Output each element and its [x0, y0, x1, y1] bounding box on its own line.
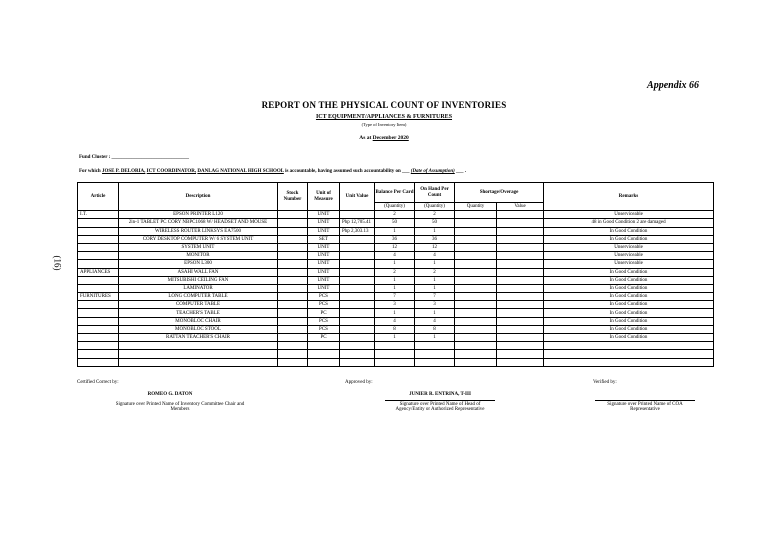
cell-article: [78, 358, 119, 366]
verified-caption: Signature over Printed Name of COA Representative: [595, 400, 695, 412]
cell-article: [78, 243, 119, 251]
cell-unit: [308, 350, 340, 358]
cell-balance: 4: [375, 317, 415, 325]
table-row: [78, 317, 714, 325]
cell-balance: [375, 342, 415, 350]
cell-unit: PC: [308, 309, 340, 317]
as-at-date: December 2020: [372, 135, 409, 141]
cell-description: CORY DESKTOP COMPUTER W/ 6 SYSTEM UNIT: [119, 235, 278, 243]
table-row: [78, 260, 714, 268]
cell-description: EPSON PRINTER L120: [119, 211, 278, 219]
approved-caption: Signature over Printed Name of Head of Agency/Entity or Authorized Representative: [385, 400, 495, 412]
cell-unit: [308, 342, 340, 350]
cell-unit-value: [340, 284, 375, 292]
cell-unit-value: [340, 334, 375, 342]
cell-remarks: In Good Condition: [544, 268, 714, 276]
inventory-type: ICT EQUIPMENT/APPLIANCES & FURNITURES: [315, 114, 453, 120]
cell-stock-number: [278, 293, 308, 301]
cell-shortage-quantity: [455, 317, 497, 325]
cell-unit: UNIT: [308, 243, 340, 251]
cell-stock-number: [278, 268, 308, 276]
cell-shortage-quantity: [455, 309, 497, 317]
table-row: [78, 309, 714, 317]
cell-balance: 1: [375, 309, 415, 317]
cell-article: [78, 350, 119, 358]
cell-description: WIRELESS ROUTER LINKSYS EA7500: [119, 227, 278, 235]
acct-suffix: ___ .: [456, 169, 467, 174]
certified-name: ROMEO G. DATON: [147, 392, 193, 397]
cell-description: LONG COMPUTER TABLE: [119, 293, 278, 301]
cell-shortage-value: [497, 284, 544, 292]
cell-remarks: In Good Condition: [544, 317, 714, 325]
cell-unit: SET: [308, 235, 340, 243]
cell-shortage-quantity: [455, 301, 497, 309]
cell-article: [78, 235, 119, 243]
cell-shortage-quantity: [455, 284, 497, 292]
cell-onhand: [415, 350, 455, 358]
cell-unit: PCS: [308, 325, 340, 333]
cell-balance: 4: [375, 252, 415, 260]
header-onhand-quantity: (Quantity): [415, 203, 455, 211]
cell-stock-number: [278, 243, 308, 251]
cell-stock-number: [278, 211, 308, 219]
cell-onhand: 4: [415, 252, 455, 260]
cell-unit: PCS: [308, 293, 340, 301]
cell-unit-value: [340, 235, 375, 243]
acct-position: ICT COORDINATOR,: [146, 169, 197, 174]
cell-onhand: 12: [415, 243, 455, 251]
cell-article: FURNITURES: [78, 293, 119, 301]
as-at-line: [0, 135, 768, 141]
cell-shortage-quantity: [455, 252, 497, 260]
cell-description: 2in-1 TABLET PC CORY NBPC1068 W/ HEADSET AND MOUSE: [119, 219, 278, 227]
cell-description: MONOBLOC CHAIR: [119, 317, 278, 325]
cell-description: MONOBLOC STOOL: [119, 325, 278, 333]
cell-stock-number: [278, 325, 308, 333]
cell-remarks: Unserviceable: [544, 260, 714, 268]
cell-remarks: In Good Condition: [544, 325, 714, 333]
inventory-table: [77, 182, 714, 367]
table-row: [78, 284, 714, 292]
cell-shortage-quantity: [455, 276, 497, 284]
cell-shortage-value: [497, 334, 544, 342]
cell-balance: 1: [375, 260, 415, 268]
cell-stock-number: [278, 309, 308, 317]
cell-remarks: 48 in Good Condition 2 are damaged: [544, 219, 714, 227]
cell-unit: UNIT: [308, 260, 340, 268]
cell-onhand: 4: [415, 317, 455, 325]
cell-onhand: 1: [415, 276, 455, 284]
cell-remarks: In Good Condition: [544, 301, 714, 309]
cell-onhand: 3: [415, 301, 455, 309]
cell-balance: 12: [375, 243, 415, 251]
cell-shortage-quantity: [455, 227, 497, 235]
cell-balance: 8: [375, 325, 415, 333]
cell-onhand: 36: [415, 235, 455, 243]
cell-unit-value: [340, 358, 375, 366]
cell-balance: 1: [375, 334, 415, 342]
cell-remarks: Unserviceable: [544, 211, 714, 219]
cell-shortage-value: [497, 276, 544, 284]
cell-unit-value: [340, 211, 375, 219]
acct-middle: is accountable, having assumed such accountability on ___: [285, 169, 410, 174]
header-stock-number: Stock Number: [278, 183, 308, 211]
table-row: [78, 276, 714, 284]
cell-balance: 2: [375, 268, 415, 276]
cell-balance: 1: [375, 227, 415, 235]
cell-unit: UNIT: [308, 211, 340, 219]
cell-shortage-value: [497, 219, 544, 227]
cell-article: [78, 252, 119, 260]
table-row: [78, 227, 714, 235]
table-row-blank: [78, 358, 714, 366]
cell-remarks: [544, 358, 714, 366]
header-balance-per-card: Balance Per Card: [375, 183, 415, 203]
cell-unit-value: Php 2,303.13: [340, 227, 375, 235]
cell-shortage-quantity: [455, 219, 497, 227]
cell-remarks: [544, 342, 714, 350]
cell-onhand: [415, 342, 455, 350]
cell-shortage-value: [497, 325, 544, 333]
cell-article: [78, 227, 119, 235]
cell-shortage-value: [497, 293, 544, 301]
cell-stock-number: [278, 219, 308, 227]
cell-unit-value: Php 12,705.41: [340, 219, 375, 227]
cell-shortage-value: [497, 260, 544, 268]
cell-unit: PCS: [308, 301, 340, 309]
cell-unit: PC: [308, 334, 340, 342]
header-shortage-overage: Shortage/Overage: [455, 183, 544, 203]
cell-balance: 50: [375, 219, 415, 227]
cell-article: [78, 219, 119, 227]
cell-remarks: In Good Condition: [544, 284, 714, 292]
cell-stock-number: [278, 276, 308, 284]
cell-balance: 1: [375, 276, 415, 284]
header-unit-of-measure: Unit of Measure: [308, 183, 340, 211]
cell-shortage-quantity: [455, 211, 497, 219]
cell-description: EPSON L300: [119, 260, 278, 268]
acct-date: (Date of Assumption): [410, 169, 455, 174]
cell-article: APPLIANCES: [78, 268, 119, 276]
cell-description: RATTAN TEACHER'S CHAIR: [119, 334, 278, 342]
cell-unit: UNIT: [308, 252, 340, 260]
cell-description: MITSUBISHI CEILING FAN: [119, 276, 278, 284]
cell-shortage-value: [497, 235, 544, 243]
cell-stock-number: [278, 227, 308, 235]
cell-shortage-quantity: [455, 260, 497, 268]
cell-shortage-quantity: [455, 293, 497, 301]
cell-onhand: 2: [415, 211, 455, 219]
cell-description: LAMINATOR: [119, 284, 278, 292]
cell-onhand: 1: [415, 227, 455, 235]
cell-article: [78, 342, 119, 350]
cell-balance: [375, 350, 415, 358]
cell-shortage-value: [497, 211, 544, 219]
cell-shortage-quantity: [455, 350, 497, 358]
cell-unit-value: [340, 276, 375, 284]
cell-balance: 7: [375, 293, 415, 301]
table-row: [78, 301, 714, 309]
cell-unit: [308, 358, 340, 366]
table-row-blank: [78, 342, 714, 350]
cell-onhand: 50: [415, 219, 455, 227]
cell-article: [78, 284, 119, 292]
cell-stock-number: [278, 235, 308, 243]
header-shortage-quantity: Quantity: [455, 203, 497, 211]
cell-shortage-quantity: [455, 325, 497, 333]
cell-description: [119, 350, 278, 358]
cell-onhand: 7: [415, 293, 455, 301]
cell-shortage-value: [497, 243, 544, 251]
cell-unit-value: [340, 252, 375, 260]
cell-unit-value: [340, 260, 375, 268]
acct-prefix: For which: [79, 169, 101, 174]
cell-remarks: In Good Condition: [544, 309, 714, 317]
cell-stock-number: [278, 342, 308, 350]
cell-shortage-quantity: [455, 243, 497, 251]
inventory-type-caption: (Type of Inventory Item): [361, 122, 407, 127]
cell-unit-value: [340, 325, 375, 333]
table-row: [78, 219, 714, 227]
header-on-hand-per-count: On Hand Per Count: [415, 183, 455, 203]
cell-unit: UNIT: [308, 268, 340, 276]
table-row: [78, 235, 714, 243]
table-row: [78, 325, 714, 333]
cell-article: [78, 317, 119, 325]
cell-balance: 2: [375, 211, 415, 219]
cell-shortage-value: [497, 317, 544, 325]
as-at-prefix: As at: [359, 135, 372, 141]
cell-unit: UNIT: [308, 284, 340, 292]
cell-unit-value: [340, 309, 375, 317]
cell-stock-number: [278, 260, 308, 268]
appendix-label: Appendix 66: [647, 80, 699, 91]
cell-stock-number: [278, 284, 308, 292]
page-side-number: (16): [52, 255, 63, 271]
cell-article: [78, 325, 119, 333]
fund-cluster: Fund Cluster : _______________________________: [79, 155, 190, 160]
cell-unit-value: [340, 293, 375, 301]
cell-onhand: 1: [415, 309, 455, 317]
cell-onhand: [415, 358, 455, 366]
cell-shortage-value: [497, 350, 544, 358]
cell-balance: [375, 358, 415, 366]
cell-onhand: 2: [415, 268, 455, 276]
cell-article: [78, 334, 119, 342]
cell-unit: UNIT: [308, 227, 340, 235]
header-remarks: Remarks: [544, 183, 714, 211]
cell-remarks: Unserviceable: [544, 243, 714, 251]
cell-shortage-quantity: [455, 358, 497, 366]
cell-remarks: In Good Condition: [544, 293, 714, 301]
cell-stock-number: [278, 334, 308, 342]
acct-name: JOSE P. DELORIA,: [101, 169, 146, 174]
cell-remarks: Unserviceable: [544, 252, 714, 260]
acct-office: DANLAG NATIONAL HIGH SCHOOL: [197, 169, 284, 174]
cell-balance: 36: [375, 235, 415, 243]
cell-shortage-value: [497, 227, 544, 235]
cell-description: [119, 342, 278, 350]
cell-shortage-quantity: [455, 342, 497, 350]
cell-unit-value: [340, 268, 375, 276]
cell-description: TEACHER'S TABLE: [119, 309, 278, 317]
cell-unit-value: [340, 243, 375, 251]
cell-shortage-value: [497, 342, 544, 350]
cell-stock-number: [278, 317, 308, 325]
cell-article: [78, 309, 119, 317]
cell-stock-number: [278, 350, 308, 358]
certified-caption: Signature over Printed Name of Inventory Committee Chair and Members: [115, 402, 245, 412]
table-row: [78, 211, 714, 219]
cell-remarks: [544, 350, 714, 358]
cell-shortage-value: [497, 358, 544, 366]
cell-onhand: 1: [415, 334, 455, 342]
cell-stock-number: [278, 358, 308, 366]
cell-article: [78, 276, 119, 284]
cell-shortage-value: [497, 268, 544, 276]
cell-unit: UNIT: [308, 219, 340, 227]
cell-unit-value: [340, 301, 375, 309]
cell-shortage-value: [497, 301, 544, 309]
cell-unit-value: [340, 342, 375, 350]
cell-description: ASAHI WALL FAN: [119, 268, 278, 276]
cell-shortage-quantity: [455, 334, 497, 342]
table-row-blank: [78, 350, 714, 358]
cell-remarks: In Good Condition: [544, 227, 714, 235]
report-title: REPORT ON THE PHYSICAL COUNT OF INVENTORIES: [261, 100, 507, 110]
cell-stock-number: [278, 252, 308, 260]
accountability-line: [79, 169, 466, 174]
cell-remarks: In Good Condition: [544, 235, 714, 243]
header-unit-value: Unit Value: [340, 183, 375, 211]
approved-label: Approved by:: [345, 380, 373, 385]
approved-name: JUNIER R. ENTRINA, T-III: [409, 392, 471, 397]
table-row: [78, 293, 714, 301]
cell-description: MONITOR: [119, 252, 278, 260]
cell-remarks: In Good Condition: [544, 276, 714, 284]
cell-balance: 1: [375, 284, 415, 292]
verified-label: Verified by:: [593, 380, 617, 385]
certified-label: Certified Correct by:: [77, 380, 119, 385]
cell-unit: UNIT: [308, 276, 340, 284]
cell-unit-value: [340, 317, 375, 325]
header-shortage-value: Value: [497, 203, 544, 211]
header-balance-quantity: (Quantity): [375, 203, 415, 211]
cell-shortage-quantity: [455, 235, 497, 243]
header-description: Description: [119, 183, 278, 211]
table-row: [78, 268, 714, 276]
cell-shortage-value: [497, 252, 544, 260]
cell-onhand: 1: [415, 284, 455, 292]
table-row: [78, 243, 714, 251]
cell-article: I.T.: [78, 211, 119, 219]
cell-description: SYSTEM UNIT: [119, 243, 278, 251]
cell-onhand: 1: [415, 260, 455, 268]
table-row: [78, 252, 714, 260]
cell-shortage-value: [497, 309, 544, 317]
cell-article: [78, 260, 119, 268]
cell-unit-value: [340, 350, 375, 358]
table-row: [78, 334, 714, 342]
inventory-body: [78, 211, 714, 367]
cell-description: COMPUTER TABLE: [119, 301, 278, 309]
cell-unit: PCS: [308, 317, 340, 325]
cell-balance: 3: [375, 301, 415, 309]
cell-stock-number: [278, 301, 308, 309]
header-article: Article: [78, 183, 119, 211]
cell-shortage-quantity: [455, 268, 497, 276]
cell-description: [119, 358, 278, 366]
cell-remarks: In Good Condition: [544, 334, 714, 342]
cell-onhand: 8: [415, 325, 455, 333]
cell-article: [78, 301, 119, 309]
